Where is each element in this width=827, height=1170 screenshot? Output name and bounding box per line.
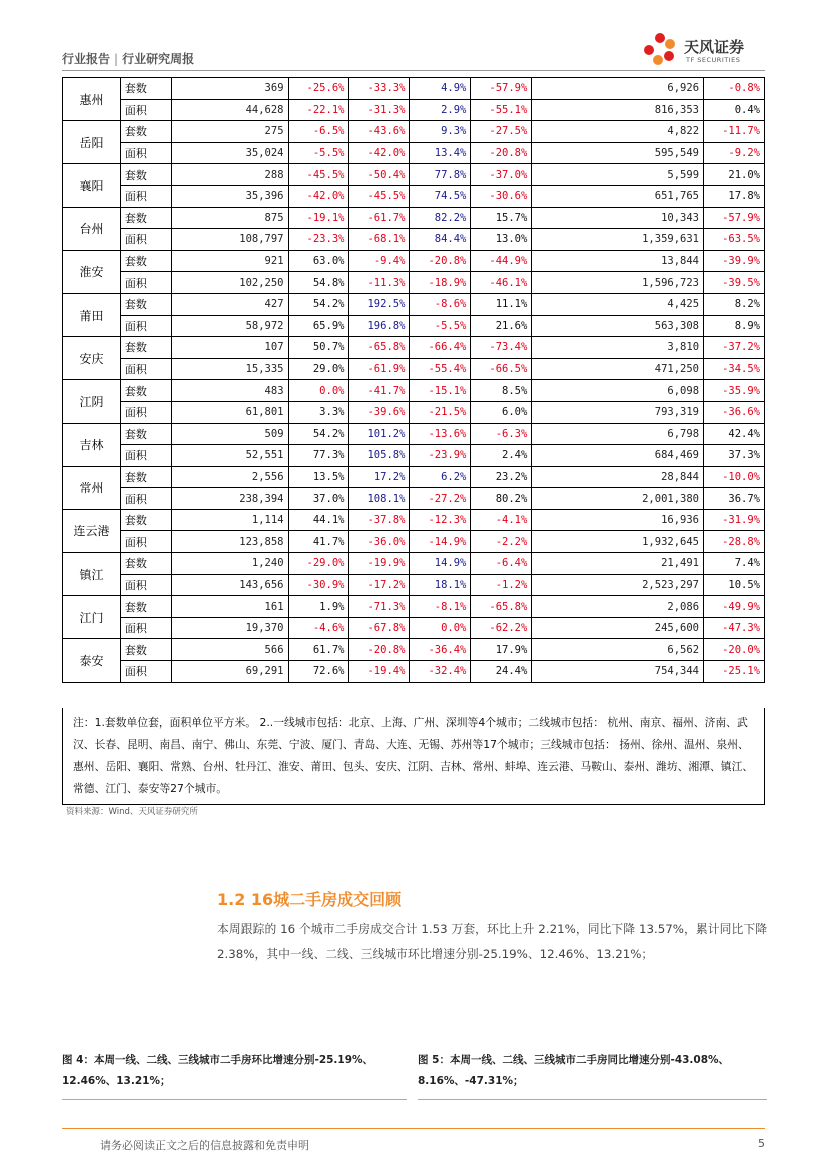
- cumulative-change-pct: -35.9%: [704, 380, 765, 402]
- figure-5-caption: 图 5：本周一线、二线、三线城市二手房同比增速分别-43.08%、8.16%、-47.31%；: [418, 1054, 730, 1087]
- change-pct: 14.9%: [410, 553, 471, 575]
- cumulative-area: 651,765: [532, 185, 704, 207]
- table-row: [63, 423, 765, 445]
- change-pct: 61.7%: [288, 639, 349, 661]
- week-area: 35,024: [171, 142, 288, 164]
- week-volume: 275: [171, 121, 288, 143]
- week-volume: 566: [171, 639, 288, 661]
- metric-label: 套数: [120, 250, 171, 272]
- week-area: 19,370: [171, 617, 288, 639]
- table-notes: 注：1.套数单位套，面积单位平方米。 2..一线城市包括：北京、上海、广州、深圳等4个城市；二线城市包括： 杭州、南京、福州、济南、武汉、长春、昆明、南昌、南宁、佛山、东莞、宁波、厦门、青岛、大连、无锡、苏州等17个城市；三线城市包括： 扬州、徐州、温州、泉州、惠州、岳阳、襄阳、常熟、台州、牡丹江、淮安、莆田、包头、安庆、江阴、吉林、常州、蚌埠、连云港、马鞍山、泰州、潍坊、湘潭、镇江、常德、江门、泰安等27个城市。: [62, 708, 765, 805]
- metric-label: 面积: [120, 229, 171, 251]
- change-pct: -45.5%: [349, 185, 410, 207]
- cumulative-change-pct: 8.9%: [704, 315, 765, 337]
- city-name: 江门: [63, 596, 121, 639]
- cumulative-change-pct: 37.3%: [704, 445, 765, 467]
- change-pct: -23.3%: [288, 229, 349, 251]
- change-pct: -42.0%: [349, 142, 410, 164]
- week-volume: 2,556: [171, 466, 288, 488]
- metric-label: 面积: [120, 358, 171, 380]
- city-name: 岳阳: [63, 121, 121, 164]
- change-pct: 65.9%: [288, 315, 349, 337]
- cumulative-volume: 4,425: [532, 293, 704, 315]
- cumulative-volume: 6,562: [532, 639, 704, 661]
- change-pct: 6.2%: [410, 466, 471, 488]
- table-row: [63, 466, 765, 488]
- change-pct: 54.2%: [288, 423, 349, 445]
- change-pct: -30.9%: [288, 574, 349, 596]
- cumulative-volume: 6,926: [532, 78, 704, 100]
- section-title: 1.2 16城二手房成交回顾: [217, 890, 402, 909]
- table-row: [63, 229, 765, 251]
- change-pct: -8.1%: [410, 596, 471, 618]
- change-pct: 4.9%: [410, 78, 471, 100]
- change-pct: -1.2%: [471, 574, 532, 596]
- cumulative-area: 2,523,297: [532, 574, 704, 596]
- change-pct: -19.4%: [349, 661, 410, 683]
- change-pct: 80.2%: [471, 488, 532, 510]
- cumulative-change-pct: -0.8%: [704, 78, 765, 100]
- cumulative-volume: 3,810: [532, 337, 704, 359]
- cumulative-change-pct: 36.7%: [704, 488, 765, 510]
- change-pct: -66.5%: [471, 358, 532, 380]
- change-pct: 29.0%: [288, 358, 349, 380]
- city-name: 莆田: [63, 293, 121, 336]
- week-volume: 483: [171, 380, 288, 402]
- change-pct: 23.2%: [471, 466, 532, 488]
- city-name: 台州: [63, 207, 121, 250]
- cumulative-area: 245,600: [532, 617, 704, 639]
- cumulative-area: 1,596,723: [532, 272, 704, 294]
- change-pct: 18.1%: [410, 574, 471, 596]
- cumulative-volume: 2,086: [532, 596, 704, 618]
- change-pct: -15.1%: [410, 380, 471, 402]
- table-row: [63, 272, 765, 294]
- change-pct: 17.9%: [471, 639, 532, 661]
- change-pct: -32.4%: [410, 661, 471, 683]
- cumulative-volume: 6,098: [532, 380, 704, 402]
- cumulative-change-pct: -37.2%: [704, 337, 765, 359]
- table-row: [63, 164, 765, 186]
- metric-label: 套数: [120, 337, 171, 359]
- cumulative-area: 1,932,645: [532, 531, 704, 553]
- table-row: [63, 121, 765, 143]
- change-pct: -57.9%: [471, 78, 532, 100]
- change-pct: -5.5%: [410, 315, 471, 337]
- change-pct: 6.0%: [471, 401, 532, 423]
- change-pct: -67.8%: [349, 617, 410, 639]
- week-area: 143,656: [171, 574, 288, 596]
- metric-label: 面积: [120, 574, 171, 596]
- change-pct: -36.0%: [349, 531, 410, 553]
- change-pct: -37.8%: [349, 509, 410, 531]
- header-separator: |: [114, 52, 119, 66]
- week-area: 102,250: [171, 272, 288, 294]
- cumulative-area: 563,308: [532, 315, 704, 337]
- metric-label: 面积: [120, 617, 171, 639]
- change-pct: -22.1%: [288, 99, 349, 121]
- table-row: [63, 380, 765, 402]
- change-pct: -11.3%: [349, 272, 410, 294]
- week-area: 44,628: [171, 99, 288, 121]
- change-pct: 0.0%: [288, 380, 349, 402]
- week-area: 58,972: [171, 315, 288, 337]
- metric-label: 套数: [120, 509, 171, 531]
- change-pct: -19.1%: [288, 207, 349, 229]
- cumulative-change-pct: 21.0%: [704, 164, 765, 186]
- city-name: 淮安: [63, 250, 121, 293]
- cumulative-volume: 28,844: [532, 466, 704, 488]
- change-pct: 15.7%: [471, 207, 532, 229]
- metric-label: 面积: [120, 488, 171, 510]
- cumulative-change-pct: -47.3%: [704, 617, 765, 639]
- change-pct: 54.8%: [288, 272, 349, 294]
- change-pct: 21.6%: [471, 315, 532, 337]
- metric-label: 套数: [120, 78, 171, 100]
- table-row: [63, 293, 765, 315]
- change-pct: -14.9%: [410, 531, 471, 553]
- change-pct: -21.5%: [410, 401, 471, 423]
- cumulative-change-pct: 7.4%: [704, 553, 765, 575]
- change-pct: 24.4%: [471, 661, 532, 683]
- change-pct: -18.9%: [410, 272, 471, 294]
- change-pct: -50.4%: [349, 164, 410, 186]
- change-pct: -62.2%: [471, 617, 532, 639]
- metric-label: 套数: [120, 423, 171, 445]
- cumulative-volume: 21,491: [532, 553, 704, 575]
- change-pct: -9.4%: [349, 250, 410, 272]
- change-pct: 0.0%: [410, 617, 471, 639]
- week-area: 52,551: [171, 445, 288, 467]
- cumulative-volume: 5,599: [532, 164, 704, 186]
- metric-label: 面积: [120, 531, 171, 553]
- cumulative-change-pct: -39.9%: [704, 250, 765, 272]
- change-pct: 82.2%: [410, 207, 471, 229]
- header-subcategory: 行业研究周报: [122, 52, 195, 66]
- change-pct: -55.1%: [471, 99, 532, 121]
- week-volume: 509: [171, 423, 288, 445]
- change-pct: 77.3%: [288, 445, 349, 467]
- cumulative-volume: 16,936: [532, 509, 704, 531]
- change-pct: -19.9%: [349, 553, 410, 575]
- figure-4-divider: [62, 1099, 407, 1100]
- change-pct: 3.3%: [288, 401, 349, 423]
- logo-en: TF SECURITIES: [686, 56, 741, 64]
- change-pct: -36.4%: [410, 639, 471, 661]
- week-area: 123,858: [171, 531, 288, 553]
- change-pct: -43.6%: [349, 121, 410, 143]
- cumulative-change-pct: -9.2%: [704, 142, 765, 164]
- metric-label: 面积: [120, 142, 171, 164]
- week-volume: 288: [171, 164, 288, 186]
- week-area: 108,797: [171, 229, 288, 251]
- change-pct: 8.5%: [471, 380, 532, 402]
- change-pct: -46.1%: [471, 272, 532, 294]
- change-pct: -66.4%: [410, 337, 471, 359]
- table-row: [63, 337, 765, 359]
- week-area: 61,801: [171, 401, 288, 423]
- table-row: [63, 99, 765, 121]
- table-row: [63, 185, 765, 207]
- change-pct: -2.2%: [471, 531, 532, 553]
- page-number: 5: [758, 1137, 765, 1150]
- cumulative-change-pct: 42.4%: [704, 423, 765, 445]
- change-pct: -23.9%: [410, 445, 471, 467]
- week-volume: 921: [171, 250, 288, 272]
- cumulative-change-pct: 10.5%: [704, 574, 765, 596]
- week-volume: 161: [171, 596, 288, 618]
- change-pct: 84.4%: [410, 229, 471, 251]
- city-name: 常州: [63, 466, 121, 509]
- cumulative-area: 471,250: [532, 358, 704, 380]
- table-row: [63, 142, 765, 164]
- figure-5-divider: [418, 1099, 767, 1100]
- change-pct: -20.8%: [471, 142, 532, 164]
- change-pct: -5.5%: [288, 142, 349, 164]
- table-row: [63, 207, 765, 229]
- metric-label: 面积: [120, 99, 171, 121]
- change-pct: -13.6%: [410, 423, 471, 445]
- week-volume: 1,114: [171, 509, 288, 531]
- metric-label: 套数: [120, 639, 171, 661]
- city-name: 连云港: [63, 509, 121, 552]
- change-pct: -27.2%: [410, 488, 471, 510]
- change-pct: -17.2%: [349, 574, 410, 596]
- figure-4-caption: 图 4：本周一线、二线、三线城市二手房环比增速分别-25.19%、12.46%、13.21%；: [62, 1054, 374, 1087]
- cumulative-area: 754,344: [532, 661, 704, 683]
- change-pct: -29.0%: [288, 553, 349, 575]
- city-name: 镇江: [63, 553, 121, 596]
- week-area: 69,291: [171, 661, 288, 683]
- cumulative-change-pct: -63.5%: [704, 229, 765, 251]
- metric-label: 套数: [120, 121, 171, 143]
- table-row: [63, 639, 765, 661]
- metric-label: 面积: [120, 401, 171, 423]
- metric-label: 面积: [120, 315, 171, 337]
- table-row: [63, 488, 765, 510]
- change-pct: 2.4%: [471, 445, 532, 467]
- change-pct: 192.5%: [349, 293, 410, 315]
- city-name: 襄阳: [63, 164, 121, 207]
- city-transactions-table: [62, 77, 765, 683]
- data-source: 资料来源：Wind、天风证券研究所: [66, 807, 198, 817]
- change-pct: -42.0%: [288, 185, 349, 207]
- change-pct: -4.6%: [288, 617, 349, 639]
- cumulative-change-pct: -36.6%: [704, 401, 765, 423]
- table-row: [63, 315, 765, 337]
- change-pct: -12.3%: [410, 509, 471, 531]
- change-pct: -33.3%: [349, 78, 410, 100]
- change-pct: 13.5%: [288, 466, 349, 488]
- cumulative-change-pct: -39.5%: [704, 272, 765, 294]
- city-name: 泰安: [63, 639, 121, 682]
- header-category: 行业报告: [62, 52, 111, 66]
- change-pct: -71.3%: [349, 596, 410, 618]
- table-row: [63, 358, 765, 380]
- change-pct: 37.0%: [288, 488, 349, 510]
- cumulative-volume: 13,844: [532, 250, 704, 272]
- table-row: [63, 574, 765, 596]
- change-pct: 13.0%: [471, 229, 532, 251]
- cumulative-area: 1,359,631: [532, 229, 704, 251]
- week-area: 35,396: [171, 185, 288, 207]
- change-pct: 13.4%: [410, 142, 471, 164]
- change-pct: -41.7%: [349, 380, 410, 402]
- change-pct: -4.1%: [471, 509, 532, 531]
- change-pct: -6.3%: [471, 423, 532, 445]
- table-row: [63, 553, 765, 575]
- change-pct: 105.8%: [349, 445, 410, 467]
- change-pct: -8.6%: [410, 293, 471, 315]
- change-pct: 2.9%: [410, 99, 471, 121]
- change-pct: 74.5%: [410, 185, 471, 207]
- cumulative-change-pct: -57.9%: [704, 207, 765, 229]
- change-pct: -45.5%: [288, 164, 349, 186]
- week-area: 238,394: [171, 488, 288, 510]
- metric-label: 套数: [120, 553, 171, 575]
- footer-divider: [62, 1128, 765, 1129]
- section-body: 本周跟踪的 16 个城市二手房成交合计 1.53 万套，环比上升 2.21%，同比下降 13.57%，累计同比下降 2.38%，其中一线、二线、三线城市环比增速分别-25.19%、12.46%、13.21%；: [217, 922, 767, 961]
- cumulative-change-pct: -49.9%: [704, 596, 765, 618]
- city-name: 江阴: [63, 380, 121, 423]
- cumulative-change-pct: -11.7%: [704, 121, 765, 143]
- cumulative-change-pct: 8.2%: [704, 293, 765, 315]
- table-body: [63, 78, 765, 683]
- cumulative-change-pct: 17.8%: [704, 185, 765, 207]
- table-row: [63, 661, 765, 683]
- cumulative-change-pct: -25.1%: [704, 661, 765, 683]
- change-pct: -65.8%: [349, 337, 410, 359]
- cumulative-change-pct: -34.5%: [704, 358, 765, 380]
- week-volume: 107: [171, 337, 288, 359]
- change-pct: 9.3%: [410, 121, 471, 143]
- change-pct: -20.8%: [349, 639, 410, 661]
- change-pct: -68.1%: [349, 229, 410, 251]
- change-pct: -31.3%: [349, 99, 410, 121]
- metric-label: 套数: [120, 466, 171, 488]
- table-row: [63, 250, 765, 272]
- cumulative-area: 684,469: [532, 445, 704, 467]
- change-pct: -61.9%: [349, 358, 410, 380]
- change-pct: 11.1%: [471, 293, 532, 315]
- change-pct: 44.1%: [288, 509, 349, 531]
- metric-label: 套数: [120, 380, 171, 402]
- change-pct: -27.5%: [471, 121, 532, 143]
- city-name: 吉林: [63, 423, 121, 466]
- change-pct: -30.6%: [471, 185, 532, 207]
- table-row: [63, 401, 765, 423]
- change-pct: 1.9%: [288, 596, 349, 618]
- table-row: [63, 617, 765, 639]
- change-pct: 50.7%: [288, 337, 349, 359]
- change-pct: 77.8%: [410, 164, 471, 186]
- metric-label: 面积: [120, 272, 171, 294]
- cumulative-change-pct: -20.0%: [704, 639, 765, 661]
- change-pct: -65.8%: [471, 596, 532, 618]
- company-logo: [640, 30, 780, 70]
- week-volume: 369: [171, 78, 288, 100]
- cumulative-change-pct: 0.4%: [704, 99, 765, 121]
- table-row: [63, 596, 765, 618]
- change-pct: -55.4%: [410, 358, 471, 380]
- change-pct: -6.4%: [471, 553, 532, 575]
- week-volume: 1,240: [171, 553, 288, 575]
- change-pct: -37.0%: [471, 164, 532, 186]
- cumulative-change-pct: -10.0%: [704, 466, 765, 488]
- cumulative-volume: 4,822: [532, 121, 704, 143]
- change-pct: 63.0%: [288, 250, 349, 272]
- cumulative-volume: 6,798: [532, 423, 704, 445]
- week-volume: 875: [171, 207, 288, 229]
- change-pct: 41.7%: [288, 531, 349, 553]
- change-pct: 17.2%: [349, 466, 410, 488]
- cumulative-area: 2,001,380: [532, 488, 704, 510]
- change-pct: -39.6%: [349, 401, 410, 423]
- metric-label: 面积: [120, 185, 171, 207]
- cumulative-area: 793,319: [532, 401, 704, 423]
- table-row: [63, 531, 765, 553]
- change-pct: 101.2%: [349, 423, 410, 445]
- city-name: 安庆: [63, 337, 121, 380]
- metric-label: 套数: [120, 207, 171, 229]
- week-volume: 427: [171, 293, 288, 315]
- cumulative-volume: 10,343: [532, 207, 704, 229]
- metric-label: 套数: [120, 596, 171, 618]
- cumulative-change-pct: -28.8%: [704, 531, 765, 553]
- table-row: [63, 509, 765, 531]
- change-pct: 72.6%: [288, 661, 349, 683]
- change-pct: 54.2%: [288, 293, 349, 315]
- table-row: [63, 78, 765, 100]
- change-pct: -6.5%: [288, 121, 349, 143]
- header-divider: [62, 70, 765, 71]
- report-header: [62, 50, 194, 67]
- footer-disclaimer: 请务必阅读正文之后的信息披露和免责申明: [100, 1139, 309, 1152]
- metric-label: 套数: [120, 164, 171, 186]
- table-row: [63, 445, 765, 467]
- change-pct: -20.8%: [410, 250, 471, 272]
- change-pct: -61.7%: [349, 207, 410, 229]
- change-pct: 108.1%: [349, 488, 410, 510]
- metric-label: 面积: [120, 661, 171, 683]
- logo-name: 天风证券: [684, 38, 745, 56]
- cumulative-area: 595,549: [532, 142, 704, 164]
- week-area: 15,335: [171, 358, 288, 380]
- change-pct: -73.4%: [471, 337, 532, 359]
- metric-label: 面积: [120, 445, 171, 467]
- flower-logo-icon: [640, 30, 680, 70]
- cumulative-change-pct: -31.9%: [704, 509, 765, 531]
- change-pct: 196.8%: [349, 315, 410, 337]
- metric-label: 套数: [120, 293, 171, 315]
- change-pct: -44.9%: [471, 250, 532, 272]
- city-name: 惠州: [63, 78, 121, 121]
- cumulative-area: 816,353: [532, 99, 704, 121]
- change-pct: -25.6%: [288, 78, 349, 100]
